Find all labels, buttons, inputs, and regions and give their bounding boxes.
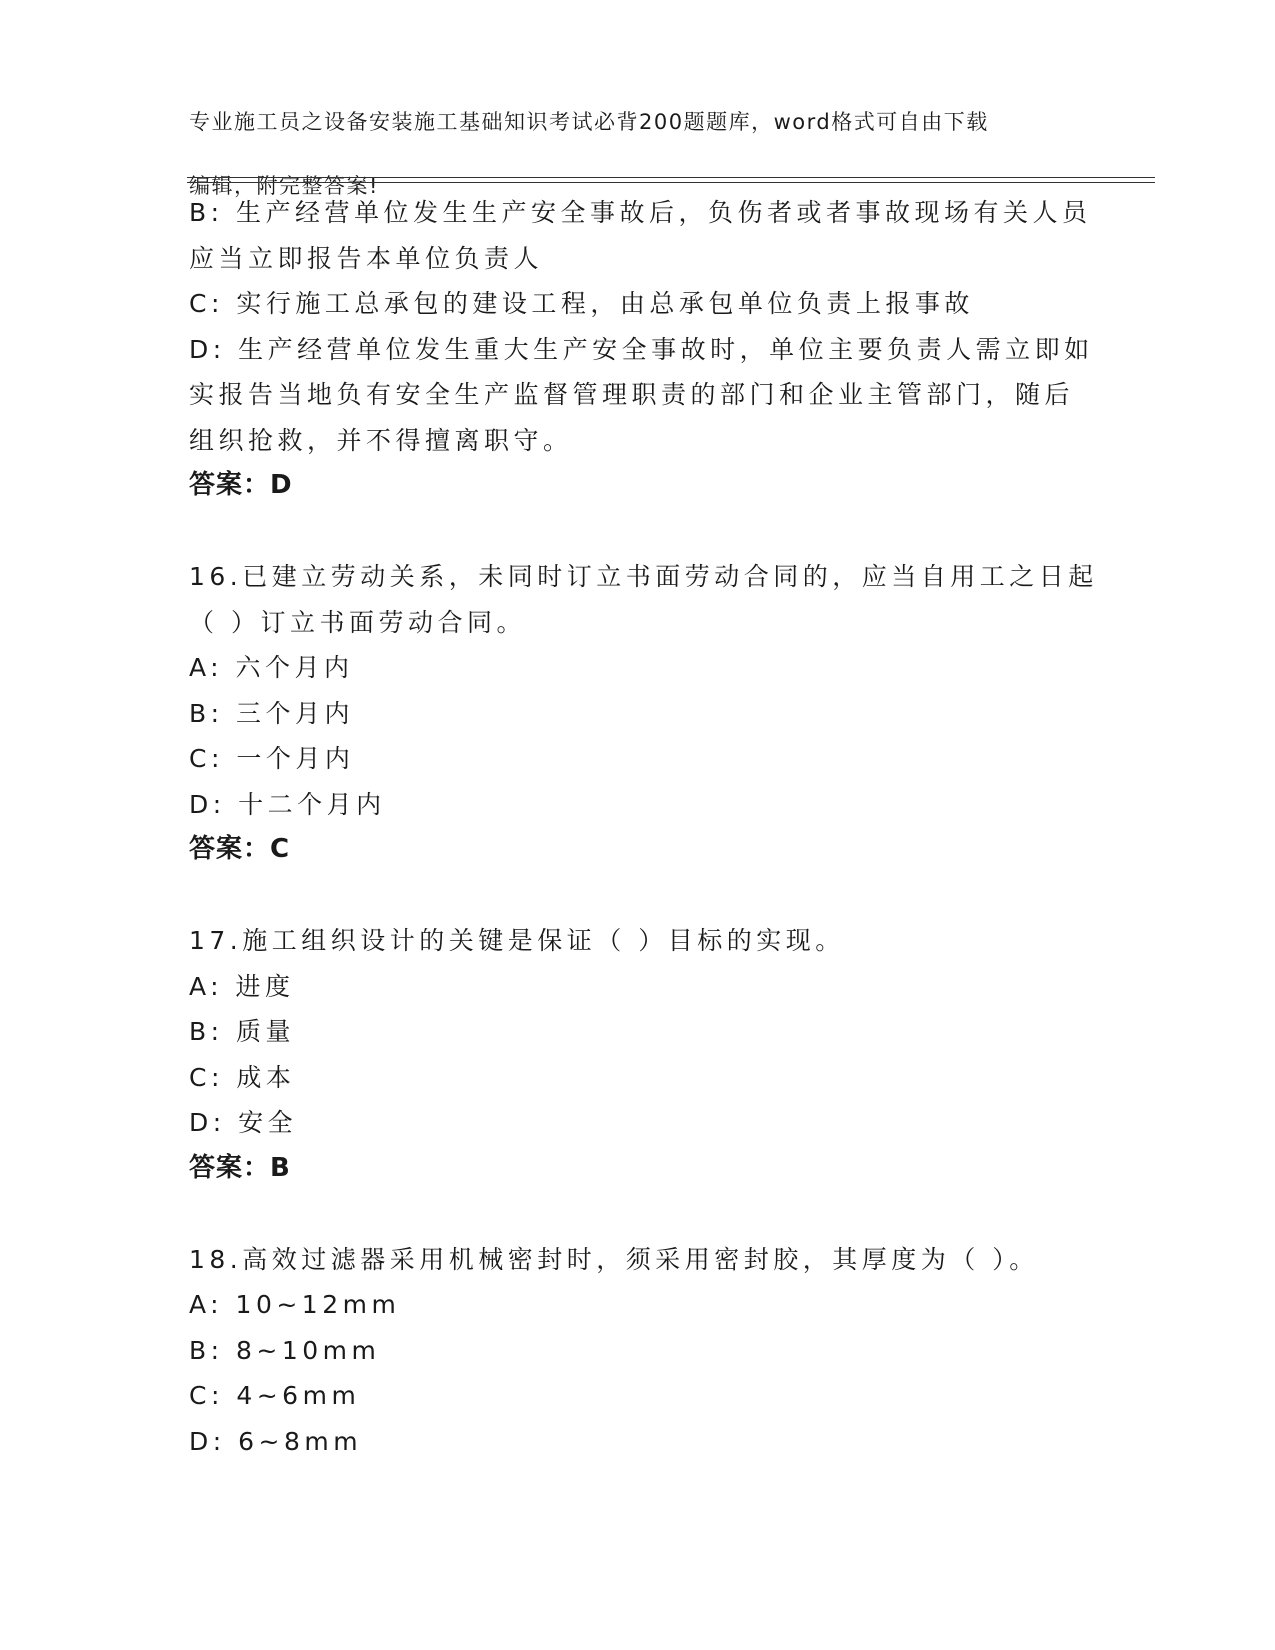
option-d-line-3: 组织抢救，并不得擅离职守。 xyxy=(189,425,573,455)
question-15 xyxy=(189,190,1094,509)
answer: 答案：C xyxy=(189,834,291,864)
header-line-1: 专业施工员之设备安装施工基础知识考试必背200题题库，word格式可自由下载 xyxy=(189,110,989,134)
option-b: B: 质量 xyxy=(189,1017,296,1046)
option-a: A: 六个月内 xyxy=(189,653,354,682)
header-divider-bottom xyxy=(187,182,1155,183)
option-b-line-1: B: 生产经营单位发生生产安全事故后，负伤者或者事故现场有关人员 xyxy=(189,198,1092,227)
question-17 xyxy=(189,918,1089,1191)
option-a: A: 10~12mm xyxy=(189,1290,401,1319)
answer: 答案：B xyxy=(189,1152,291,1183)
option-c: C: 一个月内 xyxy=(189,744,355,773)
option-c: C: 4~6mm xyxy=(189,1381,361,1410)
option-d: D: 十二个月内 xyxy=(189,789,386,819)
option-d: D: 安全 xyxy=(189,1108,298,1137)
option-c: C: 成本 xyxy=(189,1062,296,1092)
question-stem: 18.高效过滤器采用机械密封时，须采用密封胶，其厚度为（ ）。 xyxy=(189,1244,1039,1274)
answer: 答案：D xyxy=(189,470,293,500)
question-stem-line-1: 16.已建立劳动关系，未同时订立书面劳动合同的，应当自用工之日起 xyxy=(189,562,1098,591)
option-b: B: 8~10mm xyxy=(189,1335,381,1365)
spacer xyxy=(189,1191,1089,1237)
option-a: A: 进度 xyxy=(189,971,295,1001)
spacer xyxy=(189,509,1089,555)
question-16 xyxy=(189,554,1098,873)
spacer xyxy=(189,873,1089,919)
option-b-line-2: 应当立即报告本单位负责人 xyxy=(189,243,544,273)
option-b: B: 三个月内 xyxy=(189,698,355,728)
option-d-line-2: 实报告当地负有安全生产监督管理职责的部门和企业主管部门，随后 xyxy=(189,380,1075,409)
header-line-2: 编辑，附完整答案! xyxy=(189,174,379,198)
option-d-line-1: D: 生产经营单位发生重大生产安全事故时，单位主要负责人需立即如 xyxy=(189,334,1094,364)
header-divider-top xyxy=(187,177,1155,178)
option-c: C: 实行施工总承包的建设工程，由总承包单位负责上报事故 xyxy=(189,289,974,318)
question-stem: 17.施工组织设计的关键是保证（ ）目标的实现。 xyxy=(189,926,845,955)
option-d: D: 6~8mm xyxy=(189,1426,363,1456)
question-18 xyxy=(189,1237,1089,1465)
question-stem-line-2: （ ）订立书面劳动合同。 xyxy=(189,607,526,637)
document-body xyxy=(189,190,1098,1464)
